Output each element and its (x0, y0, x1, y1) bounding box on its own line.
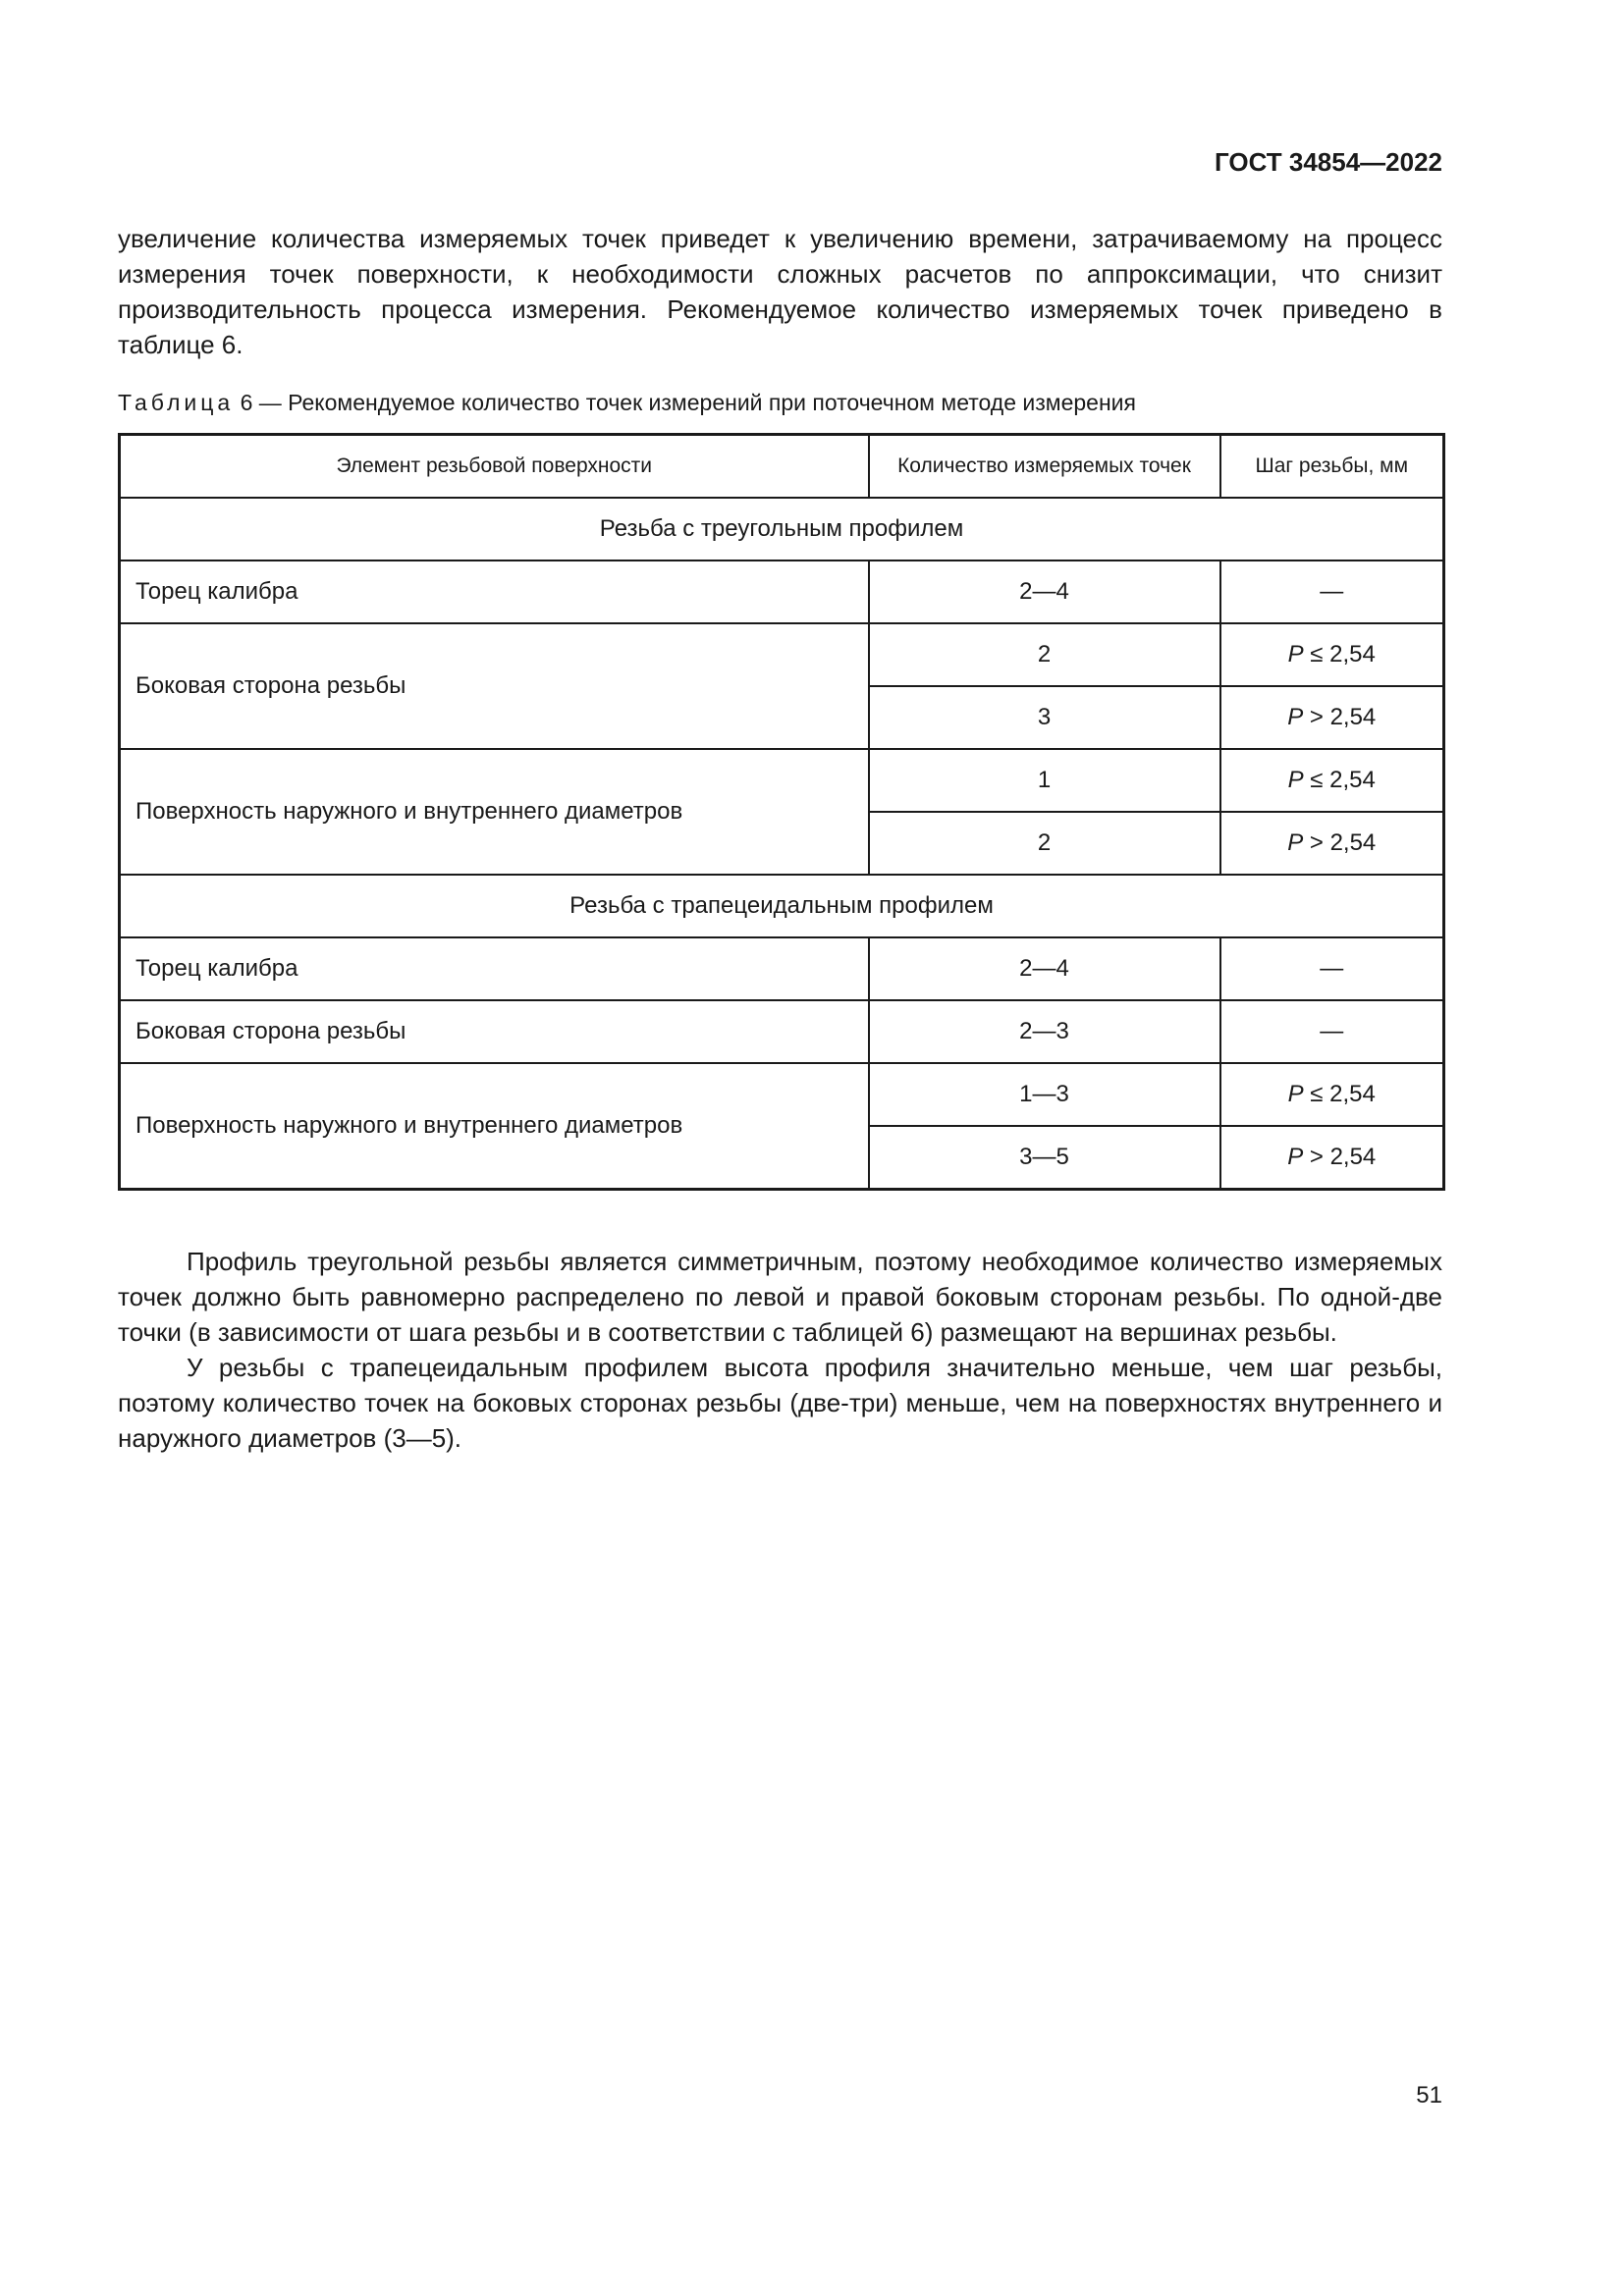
p-symbol: P (1287, 767, 1304, 793)
table-caption-label: Таблица (118, 390, 235, 415)
header-count: Количество измеряемых точек (869, 435, 1220, 499)
step-condition: ≤ 2,54 (1303, 767, 1376, 793)
paragraph: У резьбы с трапецеидальным профилем высота профиля значительно меньше, чем шаг резьбы, поэтому количество точек на боковых сторонах резьбы (две-три) меньше, чем на поверхностях внутреннего и наружного диаметров (3—5). (118, 1353, 1442, 1453)
cell-count: 2—4 (869, 561, 1220, 623)
p-symbol: P (1287, 704, 1304, 730)
cell-count: 1—3 (869, 1063, 1220, 1126)
table-row (120, 623, 1444, 686)
cell-step: — (1220, 561, 1444, 623)
cell-element: Поверхность наружного и внутреннего диаметров (120, 1063, 869, 1190)
section-row (120, 498, 1444, 561)
cell-element: Торец калибра (120, 937, 869, 1000)
cell-count: 2—4 (869, 937, 1220, 1000)
section-title-trapezoidal: Резьба с трапецеидальным профилем (120, 875, 1444, 937)
section-row (120, 875, 1444, 937)
cell-count: 2—3 (869, 1000, 1220, 1063)
cell-element: Торец калибра (120, 561, 869, 623)
cell-step (1220, 812, 1444, 875)
p-symbol: P (1287, 829, 1304, 856)
table-row (120, 1000, 1444, 1063)
step-condition: > 2,54 (1303, 829, 1377, 856)
cell-count: 3—5 (869, 1126, 1220, 1190)
p-symbol: P (1287, 641, 1304, 667)
section-title-triangular: Резьба с треугольным профилем (120, 498, 1444, 561)
step-condition: > 2,54 (1303, 1144, 1377, 1170)
cell-step (1220, 1063, 1444, 1126)
cell-step: — (1220, 1000, 1444, 1063)
cell-count: 3 (869, 686, 1220, 749)
table-row (120, 1063, 1444, 1126)
header-step: Шаг резьбы, мм (1220, 435, 1444, 499)
cell-step: — (1220, 937, 1444, 1000)
cell-element: Боковая сторона резьбы (120, 623, 869, 749)
body-text (118, 1244, 1442, 1456)
table-row (120, 749, 1444, 812)
page-number: 51 (1416, 2082, 1442, 2109)
step-condition: > 2,54 (1303, 704, 1377, 730)
cell-count: 1 (869, 749, 1220, 812)
table-caption-title: 6 — Рекомендуемое количество точек измерений при поточечном методе измерения (240, 390, 1136, 415)
cell-count: 2 (869, 812, 1220, 875)
cell-count: 2 (869, 623, 1220, 686)
cell-step (1220, 749, 1444, 812)
cell-element: Поверхность наружного и внутреннего диаметров (120, 749, 869, 875)
table-caption (118, 390, 1136, 416)
p-symbol: P (1287, 1081, 1304, 1107)
measurement-points-table (118, 433, 1445, 1191)
document-code: ГОСТ 34854—2022 (1215, 147, 1442, 177)
table-header-row (120, 435, 1444, 499)
cell-element: Боковая сторона резьбы (120, 1000, 869, 1063)
step-condition: ≤ 2,54 (1303, 641, 1376, 667)
cell-step (1220, 623, 1444, 686)
cell-step (1220, 1126, 1444, 1190)
paragraph: Профиль треугольной резьбы является симметричным, поэтому необходимое количество измеряемых точек должно быть равномерно распределено по левой и правой боковым сторонам резьбы. По одной-две точки (в зависимости от шага резьбы и в соответствии с таблицей 6) размещают на вершинах резьбы. (118, 1247, 1442, 1347)
intro-paragraph: увеличение количества измеряемых точек приведет к увеличению времени, затрачиваемому на процесс измерения точек поверхности, к необходимости сложных расчетов по аппроксимации, что снизит производительность процесса измерения. Рекомендуемое количество измеряемых точек приведено в таблице 6. (118, 224, 1442, 359)
table-row (120, 561, 1444, 623)
cell-step (1220, 686, 1444, 749)
header-element: Элемент резьбовой поверхности (120, 435, 869, 499)
table-row (120, 937, 1444, 1000)
step-condition: ≤ 2,54 (1303, 1081, 1376, 1107)
p-symbol: P (1287, 1144, 1304, 1170)
